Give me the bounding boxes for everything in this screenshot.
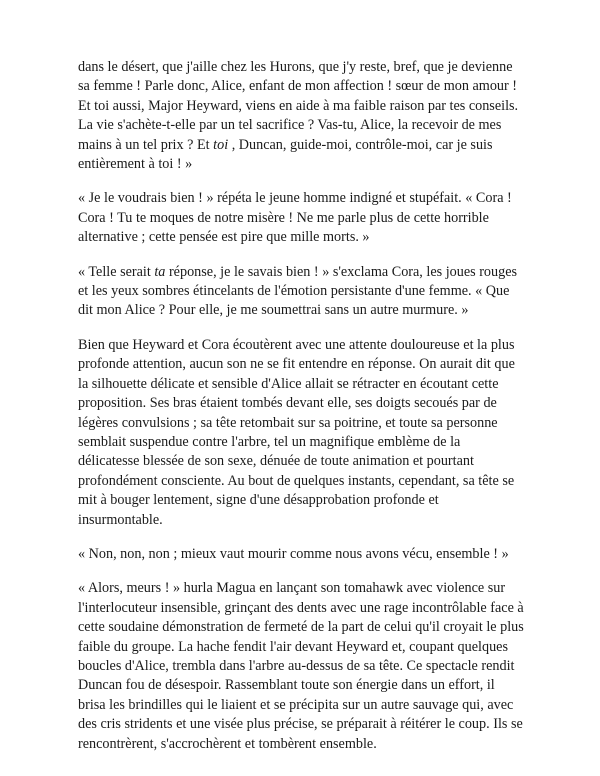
paragraph-1-emphasis: toi bbox=[213, 136, 229, 153]
paragraph-4 bbox=[78, 336, 524, 530]
paragraph-5-text: « Non, non, non ; mieux vaut mourir comme nous avons vécu, ensemble ! » bbox=[78, 545, 509, 562]
paragraph-3-emphasis: ta bbox=[154, 263, 166, 280]
paragraph-1 bbox=[78, 58, 524, 174]
paragraph-1-text-a: dans le désert, que j'aille chez les Hurons, que j'y reste, bref, que je devienne sa femme ! Parle donc, Alice, enfant de mon affection ! sœur de mon amour ! Et toi aussi, Major Heyward, viens en aide à ma faible raison par tes conseils. La vie s'achète-t-elle par un tel sacrifice ? Vas-tu, Alice, la recevoir de mes mains à un tel prix ? Et bbox=[78, 59, 519, 153]
paragraph-3-text-b: réponse, je le savais bien ! » s'exclama Cora, les joues rouges et les yeux sombres étincelants de l'émotion persistante d'une femme. « Que dit mon Alice ? Pour elle, je me soumettrai sans un autre murmure. » bbox=[78, 263, 518, 319]
paragraph-3-text-a: « Telle serait bbox=[78, 263, 155, 280]
paragraph-6 bbox=[78, 579, 524, 754]
paragraph-2 bbox=[78, 189, 524, 247]
paragraph-3 bbox=[78, 263, 524, 321]
paragraph-6-text: « Alors, meurs ! » hurla Magua en lançant son tomahawk avec violence sur l'interlocuteur insensible, grinçant des dents avec une rage incontrôlable face à cette soudaine démonstration de fermeté de la part de celui qu'il croyait le plus faible du groupe. La hache fendit l'air devant Heyward et, coupant quelques boucles d'Alice, trembla dans l'arbre au-dessus de sa tête. Ce spectacle rendit Duncan fou de désespoir. Rassemblant toute son énergie dans un effort, il brisa les brindilles qui le liaient et se précipita sur un autre sauvage qui, avec des cris stridents et une visée plus précise, se préparait à réitérer le coup. Ils se rencontrèrent, s'accrochèrent et tombèrent ensemble. bbox=[78, 580, 524, 752]
paragraph-2-text: « Je le voudrais bien ! » répéta le jeune homme indigné et stupéfait. « Cora ! Cora ! Tu te moques de notre misère ! Ne me parle plus de cette horrible alternative ; cette pensée est pire que mille morts. » bbox=[78, 190, 512, 246]
document-page bbox=[78, 58, 524, 769]
paragraph-5 bbox=[78, 545, 524, 564]
paragraph-1-text-b: , Duncan, guide-moi, contrôle-moi, car je suis entièrement à toi ! » bbox=[78, 136, 493, 173]
paragraph-4-text: Bien que Heyward et Cora écoutèrent avec une attente douloureuse et la plus profonde attention, aucun son ne se fit entendre en réponse. On aurait dit que la silhouette délicate et sensible d'Alice allait se rétracter en écoutant cette proposition. Ses bras étaient tombés devant elle, ses doigts secoués par de légères convulsions ; sa tête retombait sur sa poitrine, et toute sa personne semblait suspendue contre l'arbre, tel un magnifique emblème de la délicatesse blessée de son sexe, dénuée de toute animation et pourtant profondément consciente. Au bout de quelques instants, cependant, sa tête se mit à bouger lentement, signe d'une désapprobation profonde et insurmontable. bbox=[78, 336, 515, 528]
